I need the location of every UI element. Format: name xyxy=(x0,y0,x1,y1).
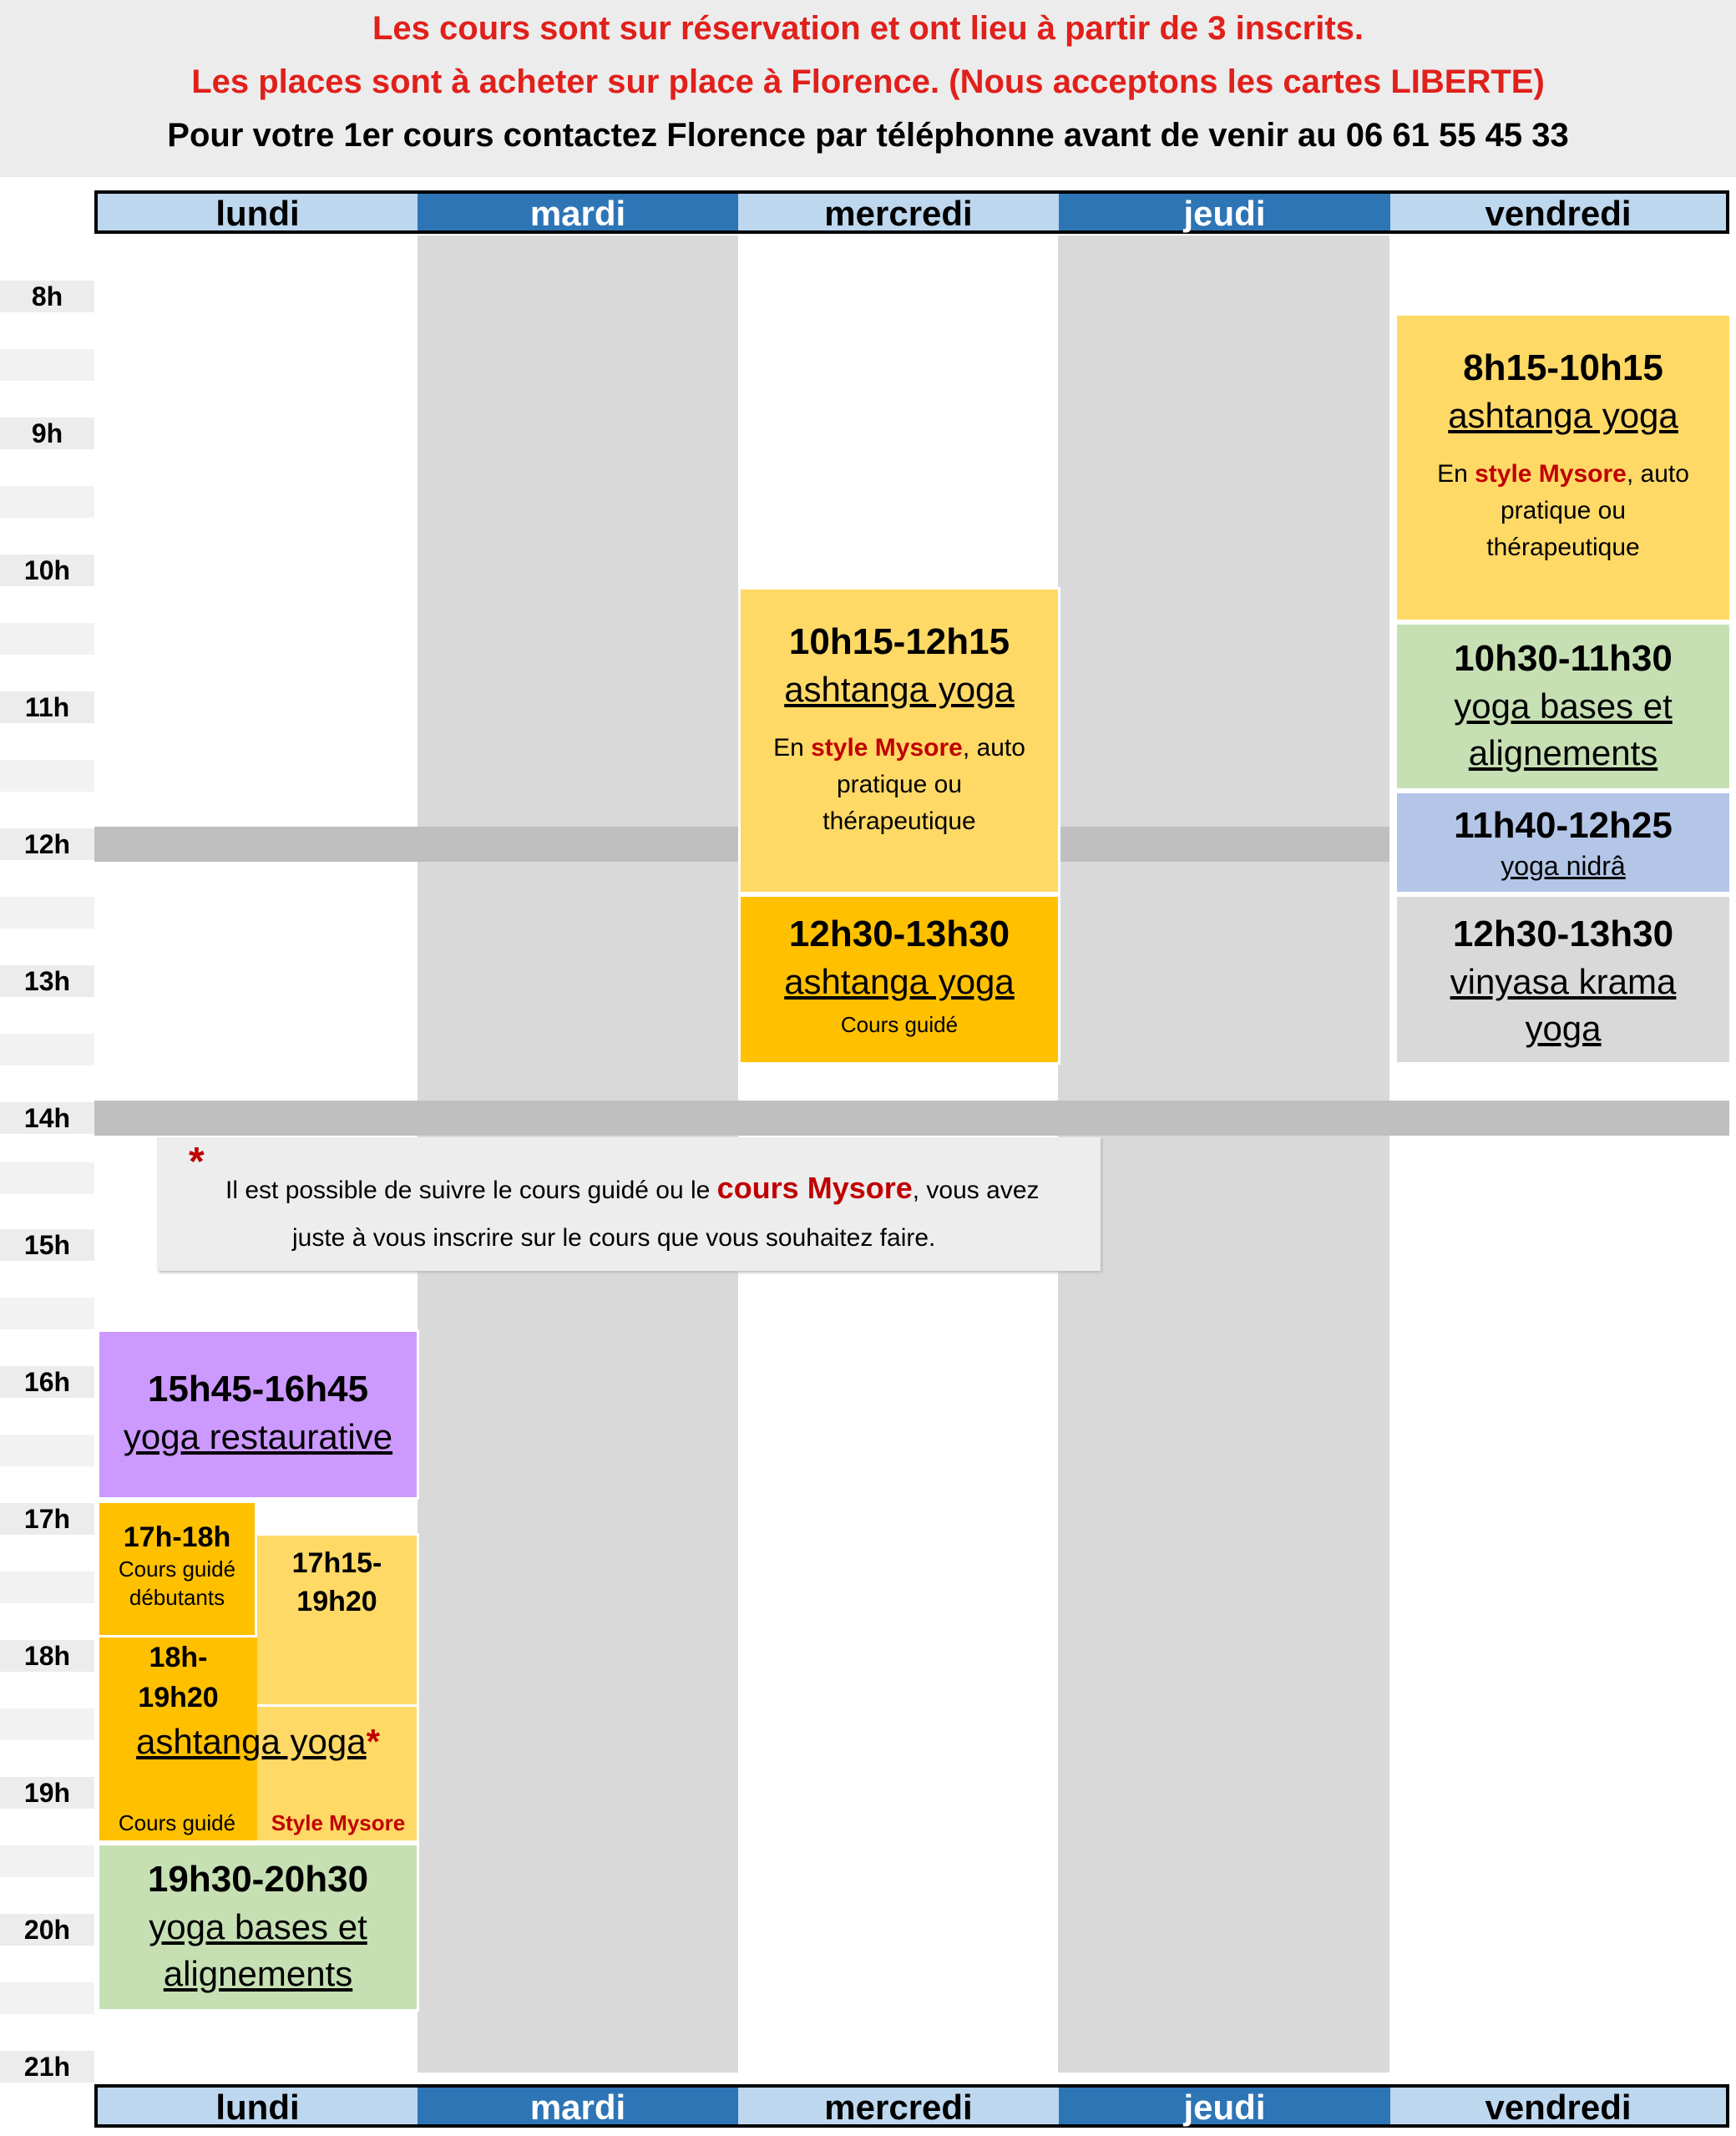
hour-label: 8h xyxy=(0,281,94,312)
class-note-guide: Cours guidé xyxy=(118,1810,236,1835)
class-note: En style Mysore, auto xyxy=(1437,460,1689,488)
class-note: Cours guidé xyxy=(840,1012,959,1037)
class-block-lundi-restaurative[interactable] xyxy=(97,1329,419,1500)
half-hour-marker xyxy=(0,760,94,792)
class-block-vendredi-ashtanga-mysore[interactable] xyxy=(1394,313,1732,622)
tip-line-2: juste à vous inscrire sur le cours que vous souhaitez faire. xyxy=(292,1224,936,1252)
day-header-lundi: lundi xyxy=(98,190,418,234)
hour-label: 10h xyxy=(0,554,94,586)
class-time: 12h30-13h30 xyxy=(788,914,1010,954)
day-header-bottom xyxy=(94,2084,1729,2128)
day-footer-lundi: lundi xyxy=(98,2084,418,2128)
class-time-line2: 19h20 xyxy=(138,1682,219,1713)
class-time: 19h30-20h30 xyxy=(147,1859,369,1900)
class-note-mysore: Style Mysore xyxy=(271,1810,406,1835)
day-footer-mardi: mardi xyxy=(418,2084,738,2128)
hour-label: 21h xyxy=(0,2051,94,2083)
class-note-line3: thérapeutique xyxy=(822,807,976,835)
class-note-line2: pratique ou xyxy=(1500,497,1627,524)
hour-label: 11h xyxy=(0,691,94,723)
class-time: 18h- xyxy=(149,1642,208,1673)
half-hour-marker xyxy=(0,897,94,929)
half-hour-marker xyxy=(0,486,94,518)
notice-line-2: Les places sont à acheter sur place à Florence. (Nous acceptons les cartes LIBERTE) xyxy=(191,63,1545,100)
asterisk-marker: * xyxy=(366,1722,380,1761)
notice-line-1: Les cours sont sur réservation et ont lieu à partir de 3 inscrits. xyxy=(372,10,1364,47)
day-header-vendredi: vendredi xyxy=(1390,190,1726,234)
class-name-link[interactable]: yoga bases et xyxy=(149,1907,367,1946)
half-hour-marker xyxy=(0,1708,94,1740)
hour-label: 9h xyxy=(0,418,94,449)
half-hour-marker xyxy=(0,1162,94,1194)
tip-star: * xyxy=(189,1140,205,1184)
day-footer-jeudi: jeudi xyxy=(1059,2084,1390,2128)
day-header-mardi: mardi xyxy=(418,190,738,234)
reservation-notice xyxy=(0,0,1736,177)
day-header-mercredi: mercredi xyxy=(738,190,1059,234)
half-hour-marker xyxy=(0,1298,94,1329)
mysore-highlight: style Mysore xyxy=(1475,460,1627,488)
class-time: 17h-18h xyxy=(123,1521,231,1553)
noon-band-right xyxy=(1058,827,1389,862)
class-block-lundi-mysore[interactable] xyxy=(257,1533,419,1707)
class-name-link[interactable]: yoga nidrâ xyxy=(1501,851,1626,881)
class-name-link-line2[interactable]: alignements xyxy=(163,1954,353,1993)
half-hour-marker xyxy=(0,349,94,381)
afternoon-band xyxy=(94,1101,1729,1136)
day-header-jeudi: jeudi xyxy=(1059,190,1390,234)
class-name-link[interactable]: ashtanga yoga xyxy=(136,1722,367,1761)
class-name-row xyxy=(97,1718,419,1767)
half-hour-marker xyxy=(0,1034,94,1065)
class-time-line2: 19h20 xyxy=(296,1586,377,1617)
class-block-vendredi-vinyasa[interactable] xyxy=(1394,894,1732,1065)
class-note-line3: thérapeutique xyxy=(1486,534,1640,561)
mysore-tip-box xyxy=(157,1137,1101,1271)
class-block-vendredi-bases[interactable] xyxy=(1394,622,1732,791)
hour-label: 15h xyxy=(0,1229,94,1261)
tip-mysore-highlight: cours Mysore xyxy=(716,1171,913,1205)
class-block-lundi-bases[interactable] xyxy=(97,1843,419,2012)
class-block-mercredi-ashtanga-mysore[interactable] xyxy=(738,587,1060,894)
class-note: Cours guidé xyxy=(118,1556,236,1582)
class-name-link[interactable]: ashtanga yoga xyxy=(784,962,1015,1001)
class-block-mercredi-ashtanga-guide[interactable] xyxy=(738,894,1060,1065)
half-hour-marker xyxy=(0,1982,94,2014)
noon-band-left xyxy=(94,827,738,862)
mysore-highlight: style Mysore xyxy=(811,734,963,762)
hour-label: 12h xyxy=(0,828,94,860)
class-block-lundi-debutants[interactable] xyxy=(97,1501,257,1637)
class-name-link[interactable]: vinyasa krama xyxy=(1450,962,1677,1001)
class-name-link[interactable]: ashtanga yoga xyxy=(1448,396,1678,435)
class-time: 15h45-16h45 xyxy=(147,1369,369,1410)
class-time: 11h40-12h25 xyxy=(1454,805,1673,846)
hour-label: 18h xyxy=(0,1640,94,1672)
half-hour-marker xyxy=(0,1572,94,1603)
class-time: 10h30-11h30 xyxy=(1454,638,1673,679)
class-time: 10h15-12h15 xyxy=(788,621,1010,662)
day-header-top xyxy=(94,190,1729,234)
column-jeudi-bg xyxy=(1058,235,1389,2073)
hour-label: 17h xyxy=(0,1503,94,1535)
hour-label: 14h xyxy=(0,1102,94,1134)
class-name-link-line2[interactable]: alignements xyxy=(1468,733,1658,772)
hour-label: 16h xyxy=(0,1366,94,1398)
hour-label: 19h xyxy=(0,1777,94,1809)
class-time: 8h15-10h15 xyxy=(1463,347,1663,388)
day-footer-mercredi: mercredi xyxy=(738,2084,1059,2128)
class-time: 12h30-13h30 xyxy=(1452,914,1674,954)
class-name-link[interactable]: yoga bases et xyxy=(1454,686,1673,726)
class-block-vendredi-nidra[interactable] xyxy=(1394,791,1732,894)
class-note-line2: pratique ou xyxy=(836,771,963,798)
class-name-link[interactable]: ashtanga yoga xyxy=(784,670,1015,709)
half-hour-marker xyxy=(0,623,94,655)
hour-label: 20h xyxy=(0,1914,94,1946)
half-hour-marker xyxy=(0,1845,94,1877)
hour-label: 13h xyxy=(0,965,94,997)
tip-line-1: Il est possible de suivre le cours guidé ou le cours Mysore, vous avez xyxy=(225,1171,1040,1205)
half-hour-marker xyxy=(0,1435,94,1466)
class-name-link[interactable]: yoga restaurative xyxy=(123,1417,393,1456)
class-time: 17h15- xyxy=(291,1547,382,1579)
class-note: En style Mysore, auto xyxy=(773,734,1025,762)
class-note-line2: débutants xyxy=(129,1585,225,1610)
class-name-link-line2[interactable]: yoga xyxy=(1525,1009,1602,1048)
day-footer-vendredi: vendredi xyxy=(1390,2084,1726,2128)
notice-line-3: Pour votre 1er cours contactez Florence par téléphonne avant de venir au 06 61 55 45 33 xyxy=(167,117,1569,154)
